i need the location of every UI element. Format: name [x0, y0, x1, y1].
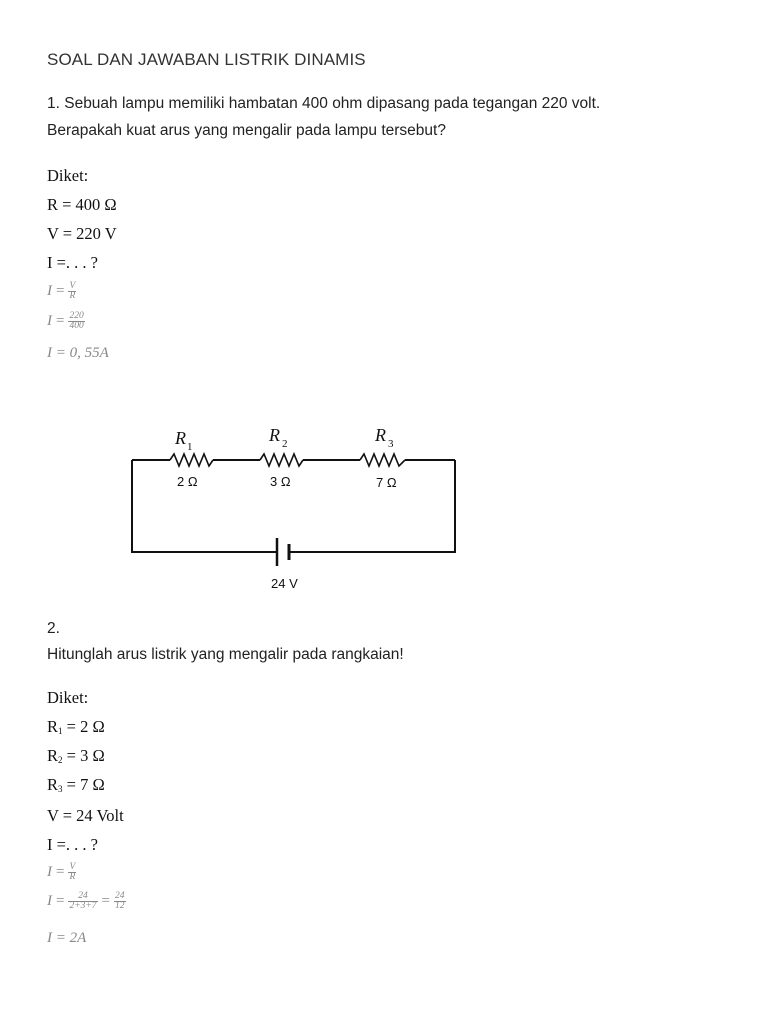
q1-formula-lhs: I	[47, 283, 52, 299]
q1-voltage: V = 220 V	[47, 224, 117, 243]
q2-formula	[47, 863, 76, 882]
q2-current-unknown: I =. . . ?	[47, 835, 98, 854]
fraction-denominator: 400	[69, 321, 84, 331]
q1-diket-label: Diket:	[47, 166, 89, 185]
q1-formula-eq: =	[56, 283, 65, 299]
q2-r2	[47, 746, 105, 766]
q1-substitution-eq: =	[56, 313, 65, 329]
page-title: SOAL DAN JAWABAN LISTRIK DINAMIS	[47, 50, 366, 69]
q2-formula-lhs: I	[47, 864, 52, 880]
fraction-denominator: 2+3+7	[69, 901, 97, 911]
q2-substitution-fraction	[68, 892, 97, 911]
q2-r1	[47, 717, 105, 737]
r3-symbol: R	[47, 775, 59, 794]
r1-value: = 2 Ω	[62, 717, 105, 736]
q1-substitution	[47, 312, 85, 331]
r2-label: R	[269, 425, 280, 445]
resistor-r1-symbol	[170, 454, 213, 466]
q2-diket-label: Diket:	[47, 688, 89, 707]
question-1-line-2: Berapakah kuat arus yang mengalir pada lampu tersebut?	[47, 122, 446, 139]
fraction-numerator: V	[69, 281, 76, 291]
q2-formula-eq: =	[56, 864, 65, 880]
q1-current-unknown: I =. . . ?	[47, 253, 98, 272]
q1-substitution-lhs: I	[47, 313, 52, 329]
question-2-text: Hitunglah arus listrik yang mengalir pada rangkaian!	[47, 646, 404, 663]
q2-substitution-lhs: I	[47, 893, 52, 909]
fraction-denominator: R	[69, 291, 76, 301]
fraction-denominator: 12	[115, 901, 125, 911]
q1-formula	[47, 282, 76, 301]
fraction-numerator: V	[69, 862, 76, 872]
question-2-number: 2.	[47, 620, 60, 637]
wire	[289, 460, 455, 552]
r3-subscript: 3	[58, 784, 63, 794]
q1-answer: I = 0, 55A	[47, 345, 109, 361]
q2-result-fraction	[114, 892, 126, 911]
q2-substitution-eq-2: =	[101, 893, 111, 909]
q1-resistance: R = 400 Ω	[47, 195, 117, 214]
r1-label-subscript: 1	[187, 441, 193, 453]
resistor-r3-symbol	[360, 454, 405, 466]
r1-value: 2 Ω	[177, 474, 198, 489]
r2-label-subscript: 2	[282, 438, 288, 450]
battery-voltage-label: 24 V	[271, 576, 298, 591]
r1-symbol: R	[47, 717, 59, 736]
r2-value: 3 Ω	[270, 474, 291, 489]
r3-value: 7 Ω	[376, 475, 397, 490]
series-circuit-diagram	[125, 420, 465, 595]
q2-substitution-eq: =	[56, 893, 65, 909]
fraction-numerator: 24	[115, 891, 125, 901]
fraction-numerator: 24	[78, 891, 88, 901]
q2-voltage: V = 24 Volt	[47, 806, 124, 825]
q2-substitution	[47, 892, 126, 911]
r1-label: R	[175, 428, 186, 448]
r3-label-subscript: 3	[388, 438, 394, 450]
resistor-r2-symbol	[260, 454, 303, 466]
r2-value: = 3 Ω	[62, 746, 105, 765]
q2-formula-fraction	[68, 863, 76, 882]
fraction-numerator: 220	[69, 311, 84, 321]
q2-answer: I = 2A	[47, 930, 87, 946]
r1-subscript: 1	[58, 726, 63, 736]
r2-symbol: R	[47, 746, 59, 765]
question-1-line-1: 1. Sebuah lampu memiliki hambatan 400 ohm dipasang pada tegangan 220 volt.	[47, 95, 601, 112]
r3-value: = 7 Ω	[62, 775, 105, 794]
q2-r3	[47, 775, 105, 795]
q1-substitution-fraction	[68, 312, 84, 331]
wire	[132, 460, 277, 552]
r3-label: R	[375, 425, 386, 445]
q1-formula-fraction	[68, 282, 76, 301]
r2-subscript: 2	[58, 755, 63, 765]
fraction-denominator: R	[69, 872, 76, 882]
